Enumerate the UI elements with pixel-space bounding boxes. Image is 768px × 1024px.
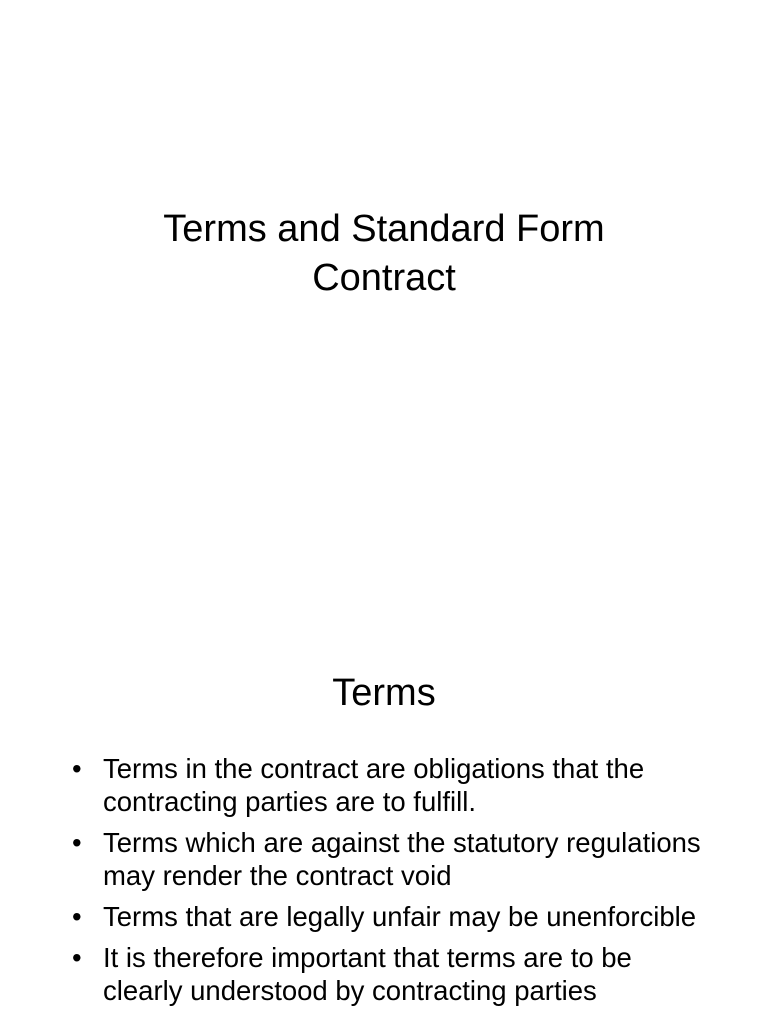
slide-title-line-1: Terms and Standard Form (163, 208, 605, 250)
terms-bullet-list (72, 752, 712, 1015)
bullet-icon: • (72, 901, 82, 932)
bullet-item (72, 826, 712, 892)
bullet-text: It is therefore important that terms are to be clearly understood by contracting parties (103, 942, 632, 1006)
bullet-text: Terms that are legally unfair may be unenforcible (103, 901, 697, 932)
bullet-text: Terms in the contract are obligations that the contracting parties are to fulfill. (103, 753, 645, 817)
bullet-icon: • (72, 827, 82, 858)
bullet-item (72, 752, 712, 818)
bullet-item (72, 941, 712, 1007)
terms-slide-title: Terms (332, 672, 436, 714)
bullet-icon: • (72, 753, 82, 784)
slide-title (0, 205, 768, 303)
bullet-item (72, 900, 712, 933)
bullet-icon: • (72, 942, 82, 973)
bullet-text: Terms which are against the statutory regulations may render the contract void (103, 827, 701, 891)
slide-title-line-2: Contract (312, 257, 456, 299)
terms-slide (0, 640, 768, 1024)
